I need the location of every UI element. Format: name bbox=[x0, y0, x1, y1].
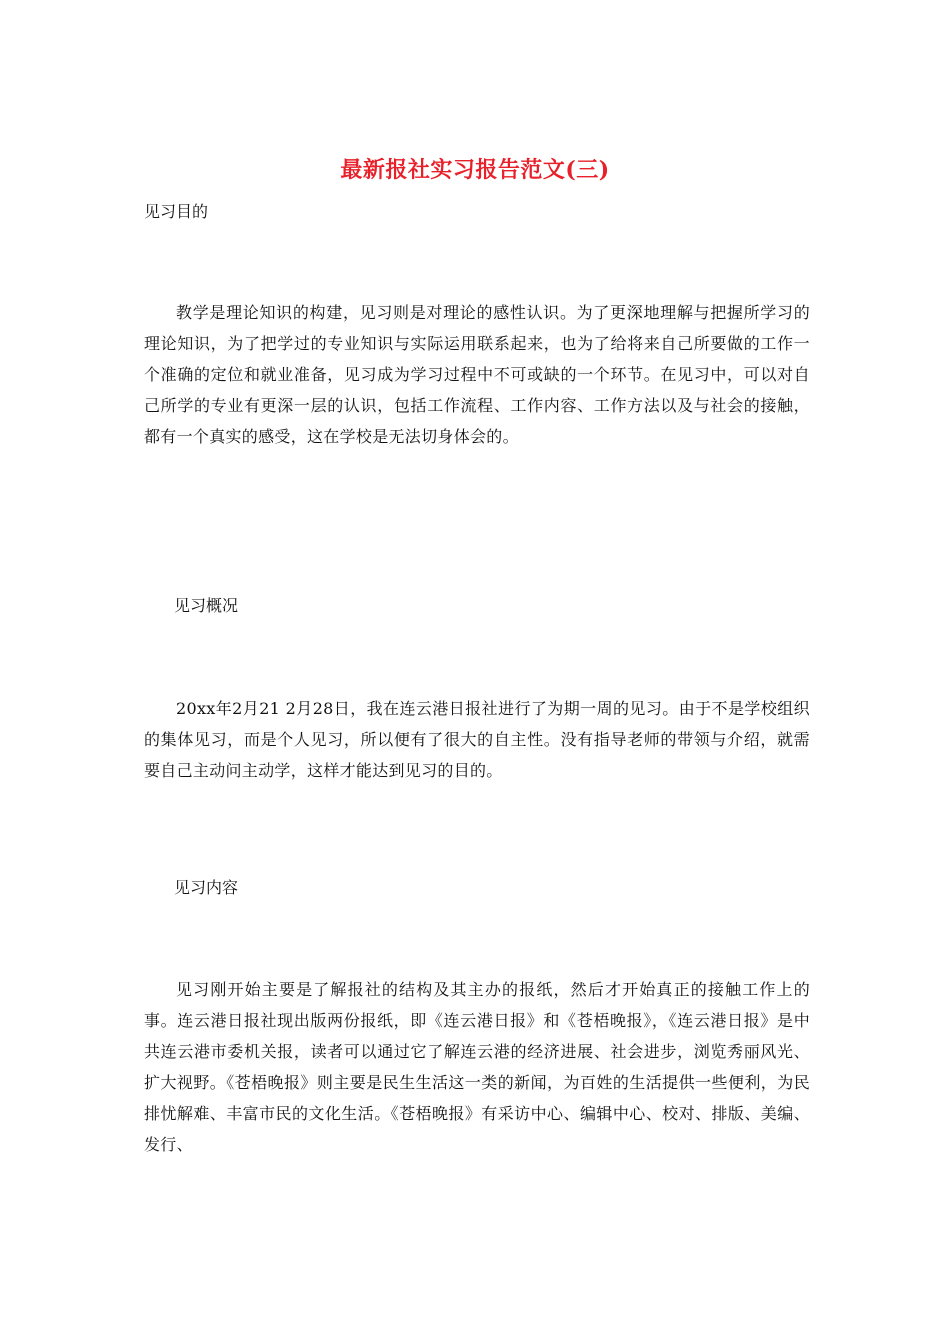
section-heading-content: 见习内容 bbox=[174, 878, 239, 897]
section-heading-purpose: 见习目的 bbox=[144, 202, 209, 221]
document-title: 最新报社实习报告范文(三) bbox=[340, 157, 610, 183]
section-paragraph-overview: 20xx年2月21 2月28日，我在连云港日报社进行了为期一周的见习。由于不是学校组织的集体见习，而是个人见习，所以便有了很大的自主性。没有指导老师的带领与介绍，就需要自己主动问主动学，这样才能达到见习的目的。 bbox=[144, 699, 810, 780]
section-heading-overview: 见习概况 bbox=[174, 596, 239, 615]
section-paragraph-content: 见习刚开始主要是了解报社的结构及其主办的报纸，然后才开始真正的接触工作上的事。连云港日报社现出版两份报纸，即《连云港日报》和《苍梧晚报》，《连云港日报》是中共连云港市委机关报，读者可以通过它了解连云港的经济进展、社会进步，浏览秀丽风光、扩大视野。《苍梧晚报》则主要是民生生活这一类的新闻，为百姓的生活提供一些便利，为民排忧解难、丰富市民的文化生活。《苍梧晚报》有采访中心、编辑中心、校对、排版、美编、发行、 bbox=[144, 980, 810, 1154]
section-paragraph-purpose: 教学是理论知识的构建，见习则是对理论的感性认识。为了更深地理解与把握所学习的理论知识，为了把学过的专业知识与实际运用联系起来，也为了给将来自己所要做的工作一个准确的定位和就业准备，见习成为学习过程中不可或缺的一个环节。在见习中，可以对自己所学的专业有更深一层的认识，包括工作流程、工作内容、工作方法以及与社会的接触，都有一个真实的感受，这在学校是无法切身体会的。 bbox=[144, 303, 810, 446]
